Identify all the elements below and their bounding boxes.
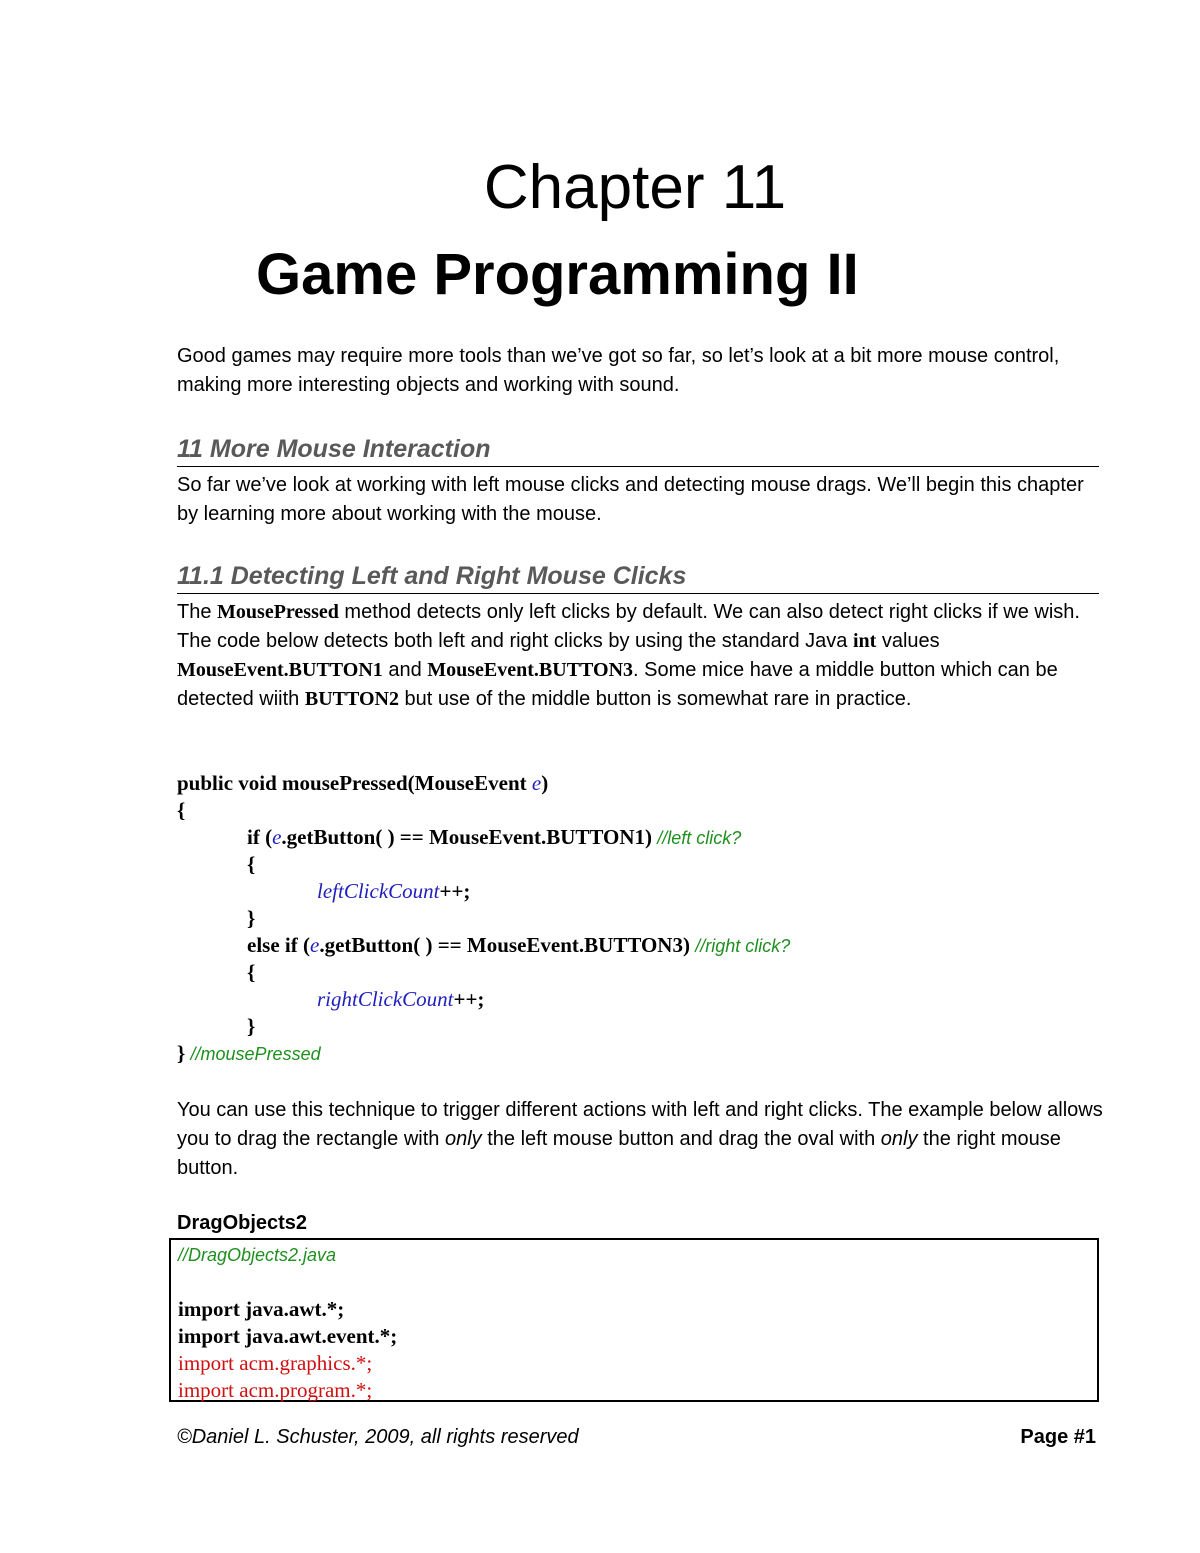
code-blank-line bbox=[178, 1269, 397, 1296]
code-line: import java.awt.event.*; bbox=[178, 1324, 398, 1348]
code-term: int bbox=[852, 630, 877, 652]
code-comment: //DragObjects2.java bbox=[178, 1245, 337, 1265]
code-variable: e bbox=[272, 825, 282, 849]
code-line: { bbox=[247, 852, 256, 876]
code-text: if ( bbox=[247, 825, 273, 849]
code-text: .getButton( ) == MouseEvent.BUTTON1) bbox=[281, 825, 658, 849]
code-term: MouseEvent.BUTTON3 bbox=[427, 659, 634, 681]
code-line: { bbox=[247, 960, 256, 984]
section-heading-11-1: 11.1 Detecting Left and Right Mouse Clicks bbox=[177, 561, 1099, 594]
code-line: import acm.program.*; bbox=[178, 1378, 373, 1402]
body-text: and bbox=[382, 659, 428, 681]
code-line: { bbox=[177, 798, 186, 822]
code-text: public void mousePressed(MouseEvent bbox=[177, 771, 532, 795]
code-variable: leftClickCount bbox=[317, 879, 440, 903]
body-text: You can use this technique to trigger different actions with left and right clicks. The example below allows you to drag the rectangle with bbox=[177, 1099, 1103, 1150]
body-text: the right mouse button. bbox=[177, 1128, 1061, 1179]
code-text: ++; bbox=[439, 879, 471, 903]
footer-page-number: Page #1 bbox=[1020, 1426, 1096, 1448]
body-text: values bbox=[876, 630, 940, 652]
code-listing-box bbox=[169, 1238, 1099, 1402]
section-11-1-body bbox=[177, 598, 1107, 714]
code-line: import acm.graphics.*; bbox=[178, 1351, 373, 1375]
body-text: . Some mice have a middle button which can be detected wiith bbox=[177, 659, 1058, 710]
code-line bbox=[177, 986, 790, 1013]
code-text: ++; bbox=[453, 987, 485, 1011]
code-text: else if ( bbox=[247, 933, 310, 957]
code-variable: e bbox=[309, 933, 320, 957]
code-variable: e bbox=[531, 771, 542, 795]
usage-paragraph bbox=[177, 1096, 1107, 1183]
emphasis-text: only bbox=[880, 1128, 918, 1150]
emphasis-text: only bbox=[444, 1128, 482, 1150]
code-term: MouseEvent.BUTTON1 bbox=[177, 659, 383, 681]
chapter-title: Game Programming II bbox=[256, 242, 859, 307]
code-line bbox=[177, 770, 790, 797]
code-sample-mouse-pressed bbox=[177, 770, 790, 1067]
code-text: } bbox=[177, 1041, 191, 1065]
code-text: ) bbox=[541, 771, 549, 795]
code-line bbox=[177, 824, 790, 851]
code-line: } bbox=[247, 1014, 256, 1038]
code-term: MousePressed bbox=[217, 601, 339, 623]
code-line bbox=[177, 1040, 790, 1067]
code-line bbox=[177, 932, 790, 959]
body-text: method detects only left clicks by default. We can also detect right clicks if we wish. The code below detects both left and right clicks by using the standard Java bbox=[177, 601, 1080, 652]
section-heading-11: 11 More Mouse Interaction bbox=[177, 434, 1099, 467]
code-comment: //right click? bbox=[695, 936, 791, 956]
code-comment: //mousePressed bbox=[190, 1044, 321, 1064]
code-text: .getButton( ) == MouseEvent.BUTTON3) bbox=[319, 933, 696, 957]
listing-label: DragObjects2 bbox=[177, 1212, 308, 1234]
body-text: the left mouse button and drag the oval with bbox=[481, 1128, 881, 1150]
code-term: BUTTON2 bbox=[304, 688, 399, 710]
intro-paragraph: Good games may require more tools than we’ve got so far, so let’s look at a bit more mouse control, making more interesting objects and working with sound. bbox=[177, 345, 1060, 396]
code-variable: rightClickCount bbox=[317, 987, 454, 1011]
body-text: but use of the middle button is somewhat rare in practice. bbox=[398, 688, 912, 710]
chapter-number: Chapter 11 bbox=[483, 153, 787, 222]
code-line: import java.awt.*; bbox=[178, 1297, 345, 1321]
code-line: } bbox=[247, 906, 256, 930]
section-11-body: So far we’ve look at working with left mouse clicks and detecting mouse drags. We’ll begin this chapter by learning more about working with the mouse. bbox=[177, 474, 1084, 525]
body-text: The bbox=[177, 601, 218, 623]
code-line bbox=[177, 878, 790, 905]
code-comment: //left click? bbox=[657, 828, 742, 848]
footer-copyright: ©Daniel L. Schuster, 2009, all rights reserved bbox=[177, 1426, 579, 1448]
